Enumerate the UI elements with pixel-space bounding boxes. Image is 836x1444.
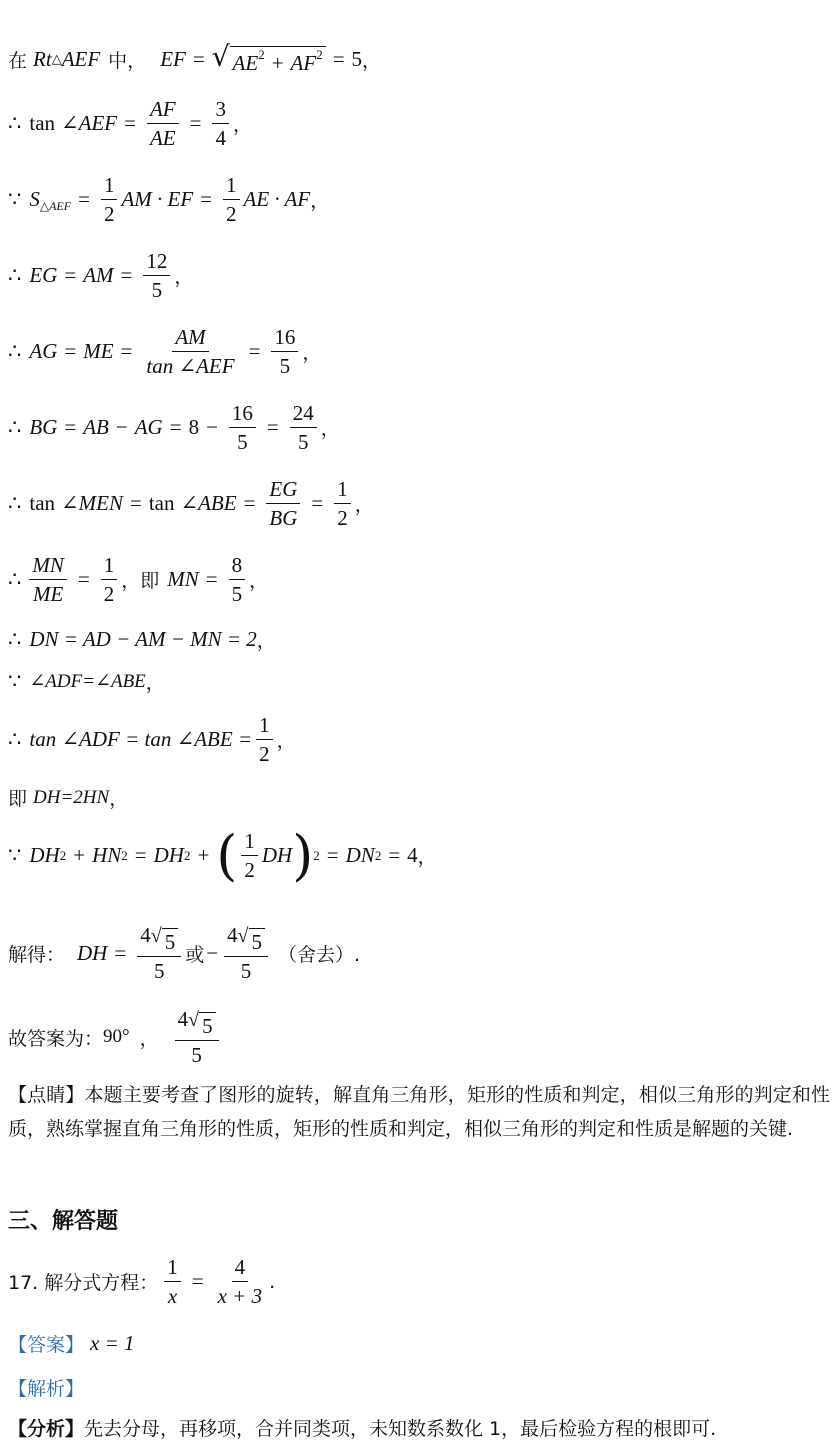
line-dn: ∴ DN = AD − AM − MN = 2 ，: [8, 627, 276, 652]
line-solve: 解得： DH = 4 √ 5 5 或 − 4 √ 5 5 （舍去）.: [8, 923, 361, 983]
line-answer: 故答案为： 90° ， 4 √ 5 5: [8, 1006, 223, 1068]
line-area: ∵ S △AEF = $\frac{1}{2}$ AM · EF = $\frac{1}{2}$ AE · AF ，: [8, 173, 330, 226]
math: AEF: [61, 46, 101, 71]
fraction: $\frac{AF}{AE}$: [147, 96, 179, 151]
line-dh-equation: ∵ DH 2 + HN 2 = DH 2 + ( $\frac{1}{2}$ DH ) 2 = DN 2 = 4 ，: [8, 823, 437, 887]
line-mn: ∴ $\frac{MN}{ME}$ = $\frac{1}{2}$ ，即 MN = $\frac{8}{5}$ ，: [8, 553, 269, 606]
line-eg: ∴ EG = AM = $\frac{12}{5}$ ，: [8, 249, 194, 302]
dianjing-paragraph: 【点睛】本题主要考查了图形的旋转，解直角三角形，矩形的性质和判定，相似三角形的判定和性质，熟练掌握直角三角形的性质，矩形的性质和判定，相似三角形的判定和性质是解题的关键.: [8, 1084, 830, 1140]
line-tan-aef: ∴ tan ∠ AEF = $\frac{AF}{AE}$ = $\frac{3}{4}$ ，: [8, 97, 252, 150]
text: 中，: [108, 49, 147, 72]
line-tan-adf: ∴ tan ∠ADF = tan ∠ABE = $\frac{1}{2}$ ，: [8, 713, 296, 766]
section-heading: 三、解答题: [8, 1209, 119, 1234]
line-ag: ∴ AG = ME = $\frac{AM}{\text{tan ∠AEF}}$ = $\frac{16}{5}$ ，: [8, 325, 322, 378]
line-dh-hn: 即 DH=2HN ，: [8, 786, 129, 810]
question-17: 17. 解分式方程： $\frac{1}{x}$ = $\frac{4}{x + 3}$ .: [8, 1255, 276, 1308]
math: 5: [351, 46, 363, 71]
math: EF: [160, 46, 186, 71]
fraction: $\frac{3}{4}$: [212, 96, 229, 151]
math: Rt: [33, 46, 52, 71]
line-tan-men: ∴ tan ∠MEN = tan ∠ABE = $\frac{EG}{BG}$ = $\frac{1}{2}$ ，: [8, 477, 374, 530]
triangle-icon: △: [51, 51, 62, 66]
because-icon: ∵: [8, 187, 22, 211]
line-adf-abe: ∵ ∠ADF=∠ABE ，: [8, 669, 165, 694]
jiexi-line: 【解析】: [8, 1378, 85, 1400]
line-bg: ∴ BG = AB − AG = 8 − $\frac{16}{5}$ = $\frac{24}{5}$ ，: [8, 401, 340, 454]
therefore-icon: ∴: [8, 111, 22, 135]
line-ef: 在 Rt △ AEF 中， EF = √ $AE^2 + AF^2$ = 5 ，: [8, 40, 382, 75]
fenxi-line: 【分析】 先去分母，再移项，合并同类项，未知数系数化 1，最后检验方程的根即可.: [8, 1418, 717, 1440]
sqrt: √ $AE^2 + AF^2$: [212, 42, 326, 76]
text: 在: [8, 49, 28, 72]
answer-line: 【答案】 x = 1: [8, 1331, 135, 1356]
